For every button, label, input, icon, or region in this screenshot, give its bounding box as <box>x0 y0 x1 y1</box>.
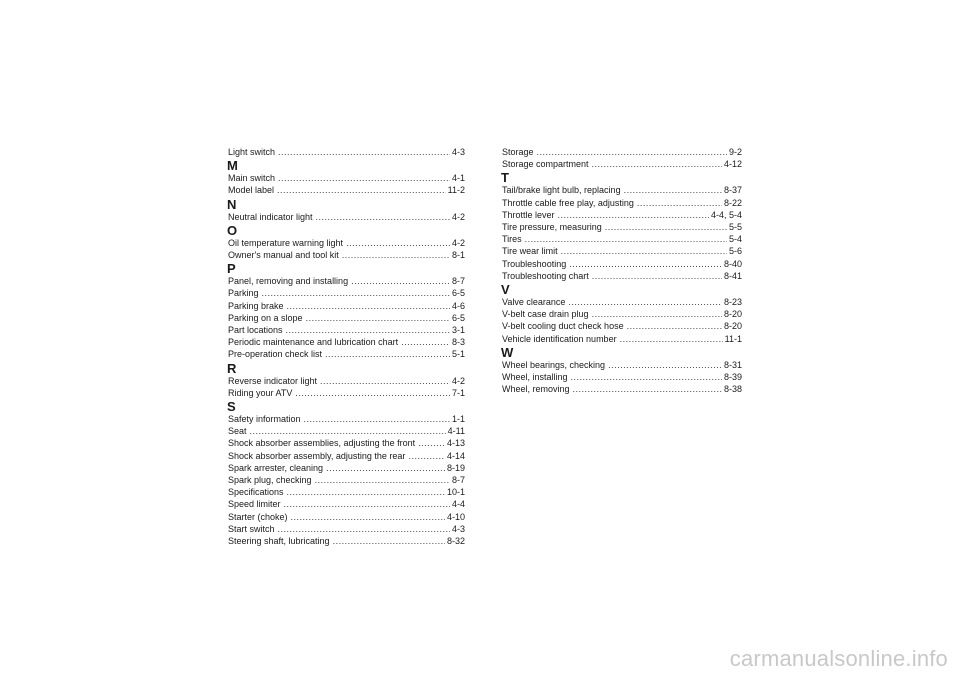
index-section-t <box>502 171 742 282</box>
index-entry-label: Periodic maintenance and lubrication chart <box>228 337 399 348</box>
index-entry-page: 7-1 <box>451 387 465 398</box>
index-entry-label: Start switch <box>228 523 275 534</box>
index-entry-spark-plug-checking[interactable] <box>228 474 465 486</box>
index-entry-label: Wheel, installing <box>502 372 568 383</box>
index-entry-page: 5-1 <box>451 349 465 360</box>
index-entry-label: Tires <box>502 234 522 245</box>
index-entry-label: Valve clearance <box>502 297 566 308</box>
index-entry-label: Parking brake <box>228 300 284 311</box>
index-entry-page: 5-5 <box>728 222 742 233</box>
index-entry-label: Panel, removing and installing <box>228 276 349 287</box>
dot-leader <box>315 474 450 486</box>
index-entry-label: Shock absorber assemblies, adjusting the front <box>228 438 416 449</box>
dot-leader <box>284 498 450 510</box>
index-entry-label: Riding your ATV <box>228 387 293 398</box>
index-section-o <box>228 224 465 261</box>
index-section-n <box>228 198 465 223</box>
index-entry-page: 4-1 <box>451 173 465 184</box>
index-entry-page: 4-14 <box>446 450 465 461</box>
index-letter-heading: O <box>227 222 238 238</box>
index-entry-label: V-belt case drain plug <box>502 309 589 320</box>
index-entry-page: 8-19 <box>446 462 465 473</box>
index-entry-label: Throttle cable free play, adjusting <box>502 197 634 208</box>
dot-leader <box>568 296 722 308</box>
dot-leader <box>573 383 722 395</box>
index-entry-page: 5-6 <box>728 246 742 257</box>
index-entry-light-switch[interactable] <box>228 146 465 158</box>
index-entry-label: Tail/brake light bulb, replacing <box>502 185 621 196</box>
dot-leader <box>401 336 450 348</box>
index-entry-throttle-cable-free-play-adjusting[interactable] <box>502 197 742 209</box>
index-column-right <box>502 146 742 395</box>
index-entry-owner-s-manual-and-tool-kit[interactable] <box>228 249 465 261</box>
index-entry-page: 8-23 <box>723 297 742 308</box>
index-section-continued <box>228 146 465 158</box>
index-entry-label: Parking <box>228 288 259 299</box>
index-entry-label: Seat <box>228 426 247 437</box>
dot-leader <box>561 245 727 257</box>
index-entry-label: Tire wear limit <box>502 246 558 257</box>
dot-leader <box>277 184 446 196</box>
dot-leader <box>278 172 450 184</box>
index-letter-heading: M <box>227 158 238 174</box>
index-entry-page: 4-4, 5-4 <box>710 209 742 220</box>
dot-leader <box>627 320 722 332</box>
dot-leader <box>333 535 445 547</box>
index-entry-page: 6-5 <box>451 288 465 299</box>
dot-leader <box>278 523 450 535</box>
dot-leader <box>608 359 722 371</box>
index-section-v <box>502 283 742 345</box>
index-letter-heading: P <box>227 261 236 277</box>
index-entry-label: Safety information <box>228 414 301 425</box>
dot-leader <box>525 233 727 245</box>
index-entry-page: 11-2 <box>447 185 465 196</box>
index-entry-label: Main switch <box>228 173 276 184</box>
index-entry-parking-brake[interactable] <box>228 300 465 312</box>
dot-leader <box>287 300 450 312</box>
index-entry-label: Tire pressure, measuring <box>502 222 602 233</box>
index-entry-specifications[interactable] <box>228 486 465 498</box>
index-entry-label: Troubleshooting chart <box>502 270 589 281</box>
index-entry-page: 8-1 <box>451 250 465 261</box>
index-entry-periodic-maintenance-and-lubrication-chart[interactable] <box>228 336 465 348</box>
index-letter-heading: T <box>501 170 509 186</box>
index-entry-label: Model label <box>228 185 275 196</box>
index-entry-label: Starter (choke) <box>228 511 288 522</box>
index-entry-page: 4-2 <box>451 237 465 248</box>
dot-leader <box>418 437 445 449</box>
dot-leader <box>592 270 722 282</box>
dot-leader <box>278 146 450 158</box>
watermark[interactable]: carmanualsonline.info <box>729 646 948 671</box>
index-entry-page: 4-11 <box>447 426 465 437</box>
index-entry-page: 8-31 <box>723 359 742 370</box>
index-entry-page: 8-7 <box>451 276 465 287</box>
dot-leader <box>408 450 445 462</box>
index-entry-valve-clearance[interactable] <box>502 296 742 308</box>
dot-leader <box>346 237 450 249</box>
index-entry-tire-wear-limit[interactable] <box>502 245 742 257</box>
index-entry-label: Part locations <box>228 325 283 336</box>
dot-leader <box>571 371 722 383</box>
index-entry-page: 4-4 <box>451 499 465 510</box>
index-entry-label: Oil temperature warning light <box>228 237 344 248</box>
index-entry-oil-temperature-warning-light[interactable] <box>228 237 465 249</box>
index-entry-seat[interactable] <box>228 425 465 437</box>
index-entry-page: 8-7 <box>451 475 465 486</box>
index-entry-label: Specifications <box>228 487 284 498</box>
index-entry-tires[interactable] <box>502 233 742 245</box>
index-letter-heading: V <box>501 282 510 298</box>
index-section-s <box>228 400 465 547</box>
index-entry-tire-pressure-measuring[interactable] <box>502 221 742 233</box>
index-entry-shock-absorber-assemblies-adjusting-the-front[interactable] <box>228 437 465 449</box>
index-entry-page: 8-20 <box>723 321 742 332</box>
index-entry-v-belt-cooling-duct-check-hose[interactable] <box>502 320 742 332</box>
index-entry-v-belt-case-drain-plug[interactable] <box>502 308 742 320</box>
index-entry-storage[interactable] <box>502 146 742 158</box>
index-entry-wheel-bearings-checking[interactable] <box>502 359 742 371</box>
dot-leader <box>624 184 722 196</box>
index-entry-label: Neutral indicator light <box>228 211 313 222</box>
index-entry-label: V-belt cooling duct check hose <box>502 321 624 332</box>
index-section-continued <box>502 146 742 170</box>
dot-leader <box>592 158 722 170</box>
index-entry-page: 3-1 <box>451 325 465 336</box>
index-entry-page: 8-41 <box>723 270 742 281</box>
index-entry-page: 8-20 <box>723 309 742 320</box>
index-entry-throttle-lever[interactable] <box>502 209 742 221</box>
index-entry-page: 5-4 <box>728 234 742 245</box>
index-entry-label: Troubleshooting <box>502 258 567 269</box>
dot-leader <box>304 413 450 425</box>
dot-leader <box>592 308 722 320</box>
index-entry-shock-absorber-assembly-adjusting-the-rear[interactable] <box>228 450 465 462</box>
index-entry-part-locations[interactable] <box>228 324 465 336</box>
index-entry-spark-arrester-cleaning[interactable] <box>228 462 465 474</box>
index-entry-page: 10-1 <box>446 487 465 498</box>
index-entry-label: Throttle lever <box>502 209 555 220</box>
dot-leader <box>620 333 723 345</box>
index-entry-pre-operation-check-list[interactable] <box>228 348 465 360</box>
index-section-p <box>228 262 465 360</box>
dot-leader <box>250 425 446 437</box>
index-entry-label: Spark arrester, cleaning <box>228 462 324 473</box>
index-letter-heading: R <box>227 360 237 376</box>
dot-leader <box>569 258 722 270</box>
dot-leader <box>537 146 727 158</box>
index-entry-page: 4-2 <box>451 375 465 386</box>
index-entry-label: Shock absorber assembly, adjusting the rear <box>228 450 406 461</box>
index-entry-page: 8-3 <box>451 337 465 348</box>
index-entry-page: 9-2 <box>728 147 742 157</box>
index-entry-label: Spark plug, checking <box>228 475 312 486</box>
index-entry-speed-limiter[interactable] <box>228 498 465 510</box>
index-entry-main-switch[interactable] <box>228 172 465 184</box>
index-column-left <box>228 146 465 547</box>
index-entry-label: Reverse indicator light <box>228 375 318 386</box>
index-letter-heading: S <box>227 399 236 415</box>
index-entry-vehicle-identification-number[interactable] <box>502 333 742 345</box>
index-entry-page: 8-22 <box>723 197 742 208</box>
index-section-w <box>502 346 742 396</box>
index-entry-riding-your-atv[interactable] <box>228 387 465 399</box>
index-entry-model-label[interactable] <box>228 184 465 196</box>
dot-leader <box>320 375 450 387</box>
dot-leader <box>351 275 450 287</box>
index-section-r <box>228 362 465 399</box>
index-entry-page: 4-3 <box>451 147 465 157</box>
index-entry-parking-on-a-slope[interactable] <box>228 312 465 324</box>
dot-leader <box>558 209 709 221</box>
index-entry-page: 4-6 <box>451 300 465 311</box>
index-entry-page: 4-13 <box>446 438 465 449</box>
dot-leader <box>262 287 450 299</box>
index-entry-page: 8-38 <box>723 384 742 395</box>
index-entry-page: 1-1 <box>451 414 465 425</box>
index-entry-page: 11-1 <box>724 333 742 344</box>
index-entry-page: 8-37 <box>723 185 742 196</box>
index-entry-label: Parking on a slope <box>228 312 303 323</box>
index-entry-page: 8-32 <box>446 536 465 547</box>
dot-leader <box>295 387 450 399</box>
index-entry-storage-compartment[interactable] <box>502 158 742 170</box>
index-entry-troubleshooting[interactable] <box>502 258 742 270</box>
index-entry-label: Owner's manual and tool kit <box>228 250 339 261</box>
index-entry-wheel-installing[interactable] <box>502 371 742 383</box>
index-entry-label: Wheel, removing <box>502 384 570 395</box>
dot-leader <box>287 486 445 498</box>
index-entry-parking[interactable] <box>228 287 465 299</box>
index-entry-label: Speed limiter <box>228 499 281 510</box>
index-entry-label: Wheel bearings, checking <box>502 359 606 370</box>
index-entry-label: Storage compartment <box>502 159 589 170</box>
index-section-m <box>228 159 465 196</box>
index-entry-start-switch[interactable] <box>228 523 465 535</box>
dot-leader <box>342 249 450 261</box>
index-entry-page: 4-2 <box>451 211 465 222</box>
dot-leader <box>306 312 450 324</box>
index-entry-troubleshooting-chart[interactable] <box>502 270 742 282</box>
dot-leader <box>637 197 722 209</box>
index-entry-steering-shaft-lubricating[interactable] <box>228 535 465 547</box>
dot-leader <box>605 221 727 233</box>
index-letter-heading: W <box>501 344 514 360</box>
index-entry-page: 4-12 <box>723 159 742 170</box>
index-entry-label: Light switch <box>228 147 276 157</box>
index-entry-wheel-removing[interactable] <box>502 383 742 395</box>
index-letter-heading: N <box>227 196 237 212</box>
index-entry-safety-information[interactable] <box>228 413 465 425</box>
dot-leader <box>291 511 445 523</box>
index-entry-label: Storage <box>502 147 534 157</box>
index-entry-label: Pre-operation check list <box>228 349 323 360</box>
dot-leader <box>286 324 450 336</box>
index-entry-neutral-indicator-light[interactable] <box>228 211 465 223</box>
index-entry-panel-removing-and-installing[interactable] <box>228 275 465 287</box>
index-entry-starter-choke[interactable] <box>228 511 465 523</box>
index-entry-page: 4-3 <box>451 523 465 534</box>
dot-leader <box>325 348 450 360</box>
dot-leader <box>316 211 450 223</box>
index-entry-page: 8-40 <box>723 258 742 269</box>
index-entry-label: Steering shaft, lubricating <box>228 536 330 547</box>
index-entry-label: Vehicle identification number <box>502 333 617 344</box>
index-entry-tail-brake-light-bulb-replacing[interactable] <box>502 184 742 196</box>
index-entry-reverse-indicator-light[interactable] <box>228 375 465 387</box>
dot-leader <box>326 462 445 474</box>
index-entry-page: 8-39 <box>723 372 742 383</box>
index-entry-page: 6-5 <box>451 312 465 323</box>
index-entry-page: 4-10 <box>446 511 465 522</box>
